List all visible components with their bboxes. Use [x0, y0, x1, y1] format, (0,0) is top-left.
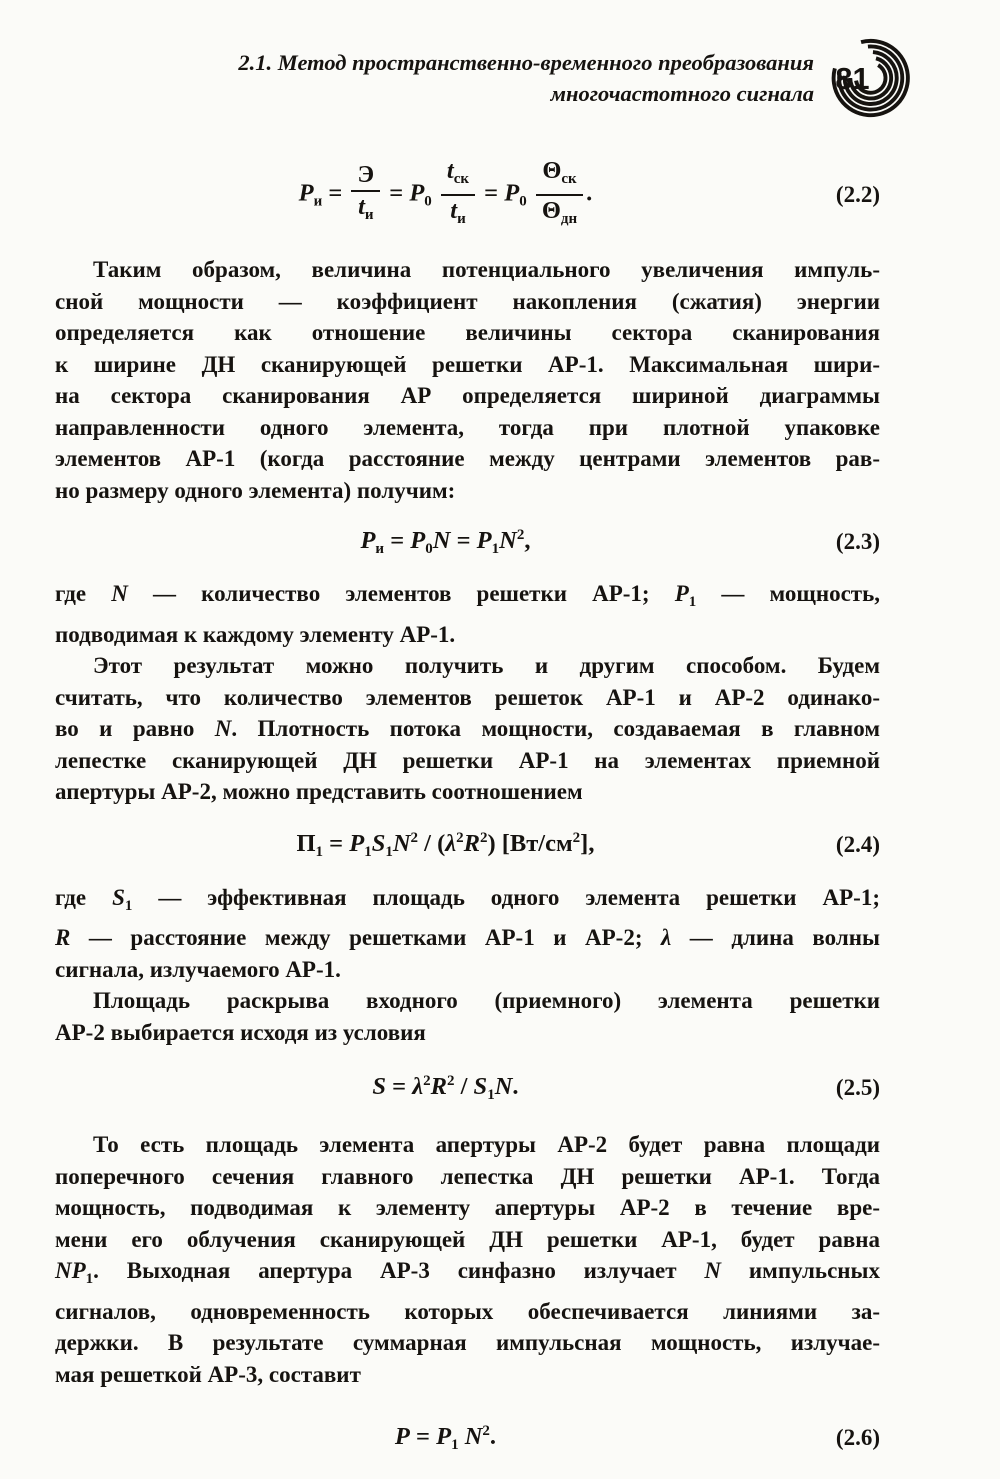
- text-line: АР-2 выбирается исходя из условия: [55, 1019, 426, 1045]
- equation-2-6: [55, 1416, 880, 1460]
- equation-2-6-number: (2.6): [835, 1425, 880, 1451]
- equation-2-3: [55, 520, 880, 564]
- text-line: держки. В результате суммарная импульсная мощность, излучае-: [55, 1330, 880, 1355]
- text-line: Таким образом, величина потенциального увеличения импуль-: [93, 257, 880, 282]
- text-line: элементов АР-1 (когда расстояние между центрами элементов рав-: [55, 446, 880, 471]
- text-line: Площадь раскрыва входного (приемного) элемента решетки: [93, 988, 880, 1013]
- equation-2-2-number: (2.2): [835, 182, 880, 208]
- equation-2-5: [55, 1066, 880, 1110]
- equation-2-4-formula: $П_1 = P_1S_1N^2 / (\lambda^2R^2)$ $[Вт/см^2]$,: [296, 829, 595, 860]
- paragraph-2: [55, 578, 880, 650]
- chapter-title-line2: многочастотного сигнала: [550, 81, 814, 106]
- text-line: Этот результат можно получить и другим способом. Будем: [93, 653, 880, 678]
- page-number-badge: [824, 26, 910, 130]
- text-line: где N — количество элементов решетки АР-1; $P_1$ — мощность,: [55, 581, 881, 610]
- text-line: То есть площадь элемента апертуры АР-2 будет равна площади: [93, 1132, 880, 1157]
- equation-2-5-number: (2.5): [835, 1075, 880, 1101]
- equation-2-2-formula: $P_и$ = $\frac{Э}{t_и}$ = $P_0$ $\frac{t_{ск}}{t_и}$ = $P_0$ $\frac{\Theta_{ск}}{\Theta_{дн}}$ .: [55, 158, 836, 232]
- text-line: лепестке сканирующей ДН решетки АР-1 на элементах приемной: [55, 747, 880, 773]
- fraction: $\frac{Э}{t_и}$: [351, 162, 380, 228]
- fraction: $\frac{t_{ск}}{t_и}$: [441, 158, 475, 232]
- text-line: R — расстояние между решетками АР-1 и АР-2; λ — длина волны: [55, 925, 880, 950]
- text-line: на сектора сканирования АР определяется шириной диаграммы: [55, 383, 880, 408]
- paragraph-1: [55, 254, 880, 506]
- text-line: сной мощности — коэффициент накопления (сжатия) энергии: [55, 288, 880, 314]
- chapter-header: [0, 0, 1000, 130]
- equation-2-5-formula: $S = \lambda^2R^2 / S_1N$.: [372, 1073, 519, 1103]
- text-line: мая решеткой АР-3, составит: [55, 1361, 361, 1387]
- text-line: поперечного сечения главного лепестка ДН решетки АР-1. Тогда: [55, 1163, 880, 1189]
- paragraph-6: [55, 1129, 880, 1390]
- text-line: определяется как отношение величины сектора сканирования: [55, 320, 880, 345]
- text-line: сигналов, одновременность которых обеспечивается линиями за-: [55, 1298, 880, 1324]
- equation-2-4: [55, 823, 880, 867]
- equation-2-2: [55, 158, 880, 232]
- fraction: $\frac{\Theta_{ск}}{\Theta_{дн}}$: [536, 158, 583, 232]
- equation-2-3-number: (2.3): [835, 529, 880, 555]
- text-line: подводимая к каждому элементу АР-1.: [55, 621, 456, 647]
- text-line: во и равно N. Плотность потока мощности, создаваемая в главном: [55, 716, 880, 741]
- text-line: считать, что количество элементов решеток АР-1 и АР-2 одинако-: [55, 684, 880, 710]
- text-line: но размеру одного элемента) получим:: [55, 477, 456, 503]
- text-line: где $S_1$ — эффективная площадь одного элемента решетки АР-1;: [55, 884, 880, 914]
- equation-2-4-number: (2.4): [835, 831, 880, 857]
- paragraph-4: [55, 882, 880, 986]
- text-line: апертуры АР-2, можно представить соотношением: [55, 779, 583, 804]
- text-line: направленности одного элемента, тогда при плотной упаковке: [55, 414, 880, 440]
- page-content: [55, 158, 880, 1460]
- equation-2-6-formula: $P = P_1$ $N^2$.: [394, 1423, 497, 1453]
- text-line: мени его облучения сканирующей ДН решетки АР-1, будет равна: [55, 1226, 880, 1252]
- equation-2-3-formula: $P_и = P_0N = P_1N^2$,: [360, 527, 531, 557]
- chapter-title-line1: 2.1. Метод пространственно-временного преобразования: [238, 50, 814, 75]
- text-line: к ширине ДН сканирующей решетки АР-1. Максимальная шири-: [55, 351, 880, 377]
- page-number: 81: [835, 62, 870, 97]
- text-line: сигнала, излучаемого АР-1.: [55, 956, 341, 982]
- paragraph-3: [55, 650, 880, 808]
- text-line: мощность, подводимая к элементу апертуры АР-2 в течение вре-: [55, 1195, 880, 1220]
- chapter-title: [238, 47, 814, 109]
- text-line: $NP_1$. Выходная апертура АР-3 синфазно излучает N импульсных: [55, 1258, 880, 1287]
- paragraph-5: [55, 985, 880, 1048]
